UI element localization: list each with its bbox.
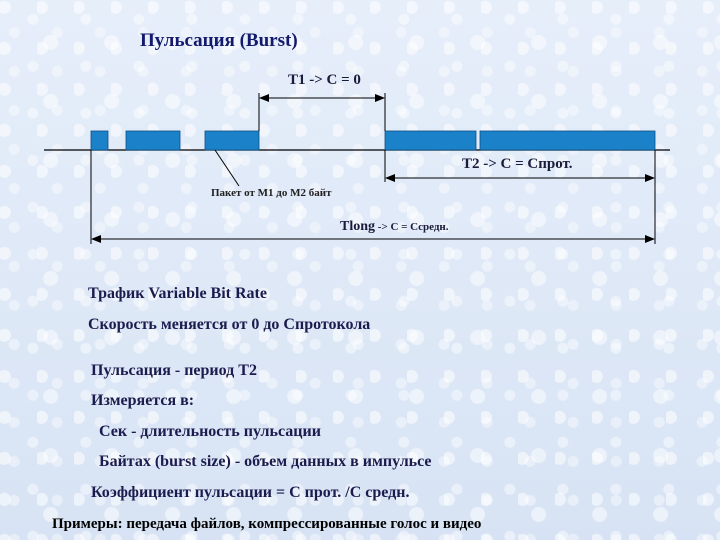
measured-text: Измеряется в: bbox=[91, 392, 195, 409]
sec-text: Сек - длительность пульсации bbox=[99, 423, 321, 440]
packet-pointer bbox=[215, 150, 239, 186]
t1-label: T1 -> C = 0 bbox=[288, 72, 361, 88]
tlong-label bbox=[340, 219, 449, 235]
speed-text: Скорость меняется от 0 до Cпротокола bbox=[88, 316, 371, 333]
traffic-text: Трафик Variable Bit Rate bbox=[88, 285, 267, 302]
diagram-title: Пульсация (Burst) bbox=[140, 30, 298, 51]
pulse-5 bbox=[480, 131, 655, 150]
tlong-label-main: Tlong bbox=[340, 219, 376, 234]
coefficient-text: Коэффициент пульсации = C прот. /C средн. bbox=[91, 484, 410, 501]
packet-label: Пакет от M1 до M2 байт bbox=[211, 187, 332, 199]
pulse-2 bbox=[126, 131, 180, 150]
t2-label: T2 -> C = Cпрот. bbox=[462, 156, 573, 172]
pulse-1 bbox=[91, 131, 108, 150]
examples-text: Примеры: передача файлов, компрессированные голос и видео bbox=[52, 516, 482, 532]
pulse-3 bbox=[205, 131, 259, 150]
tlong-label-rest: -> C = Ccредн. bbox=[375, 221, 449, 233]
burst-period-text: Пульсация - период T2 bbox=[91, 362, 257, 379]
pulse-4 bbox=[385, 131, 476, 150]
bytes-text: Байтах (burst size) - объем данных в импульсе bbox=[99, 453, 432, 470]
